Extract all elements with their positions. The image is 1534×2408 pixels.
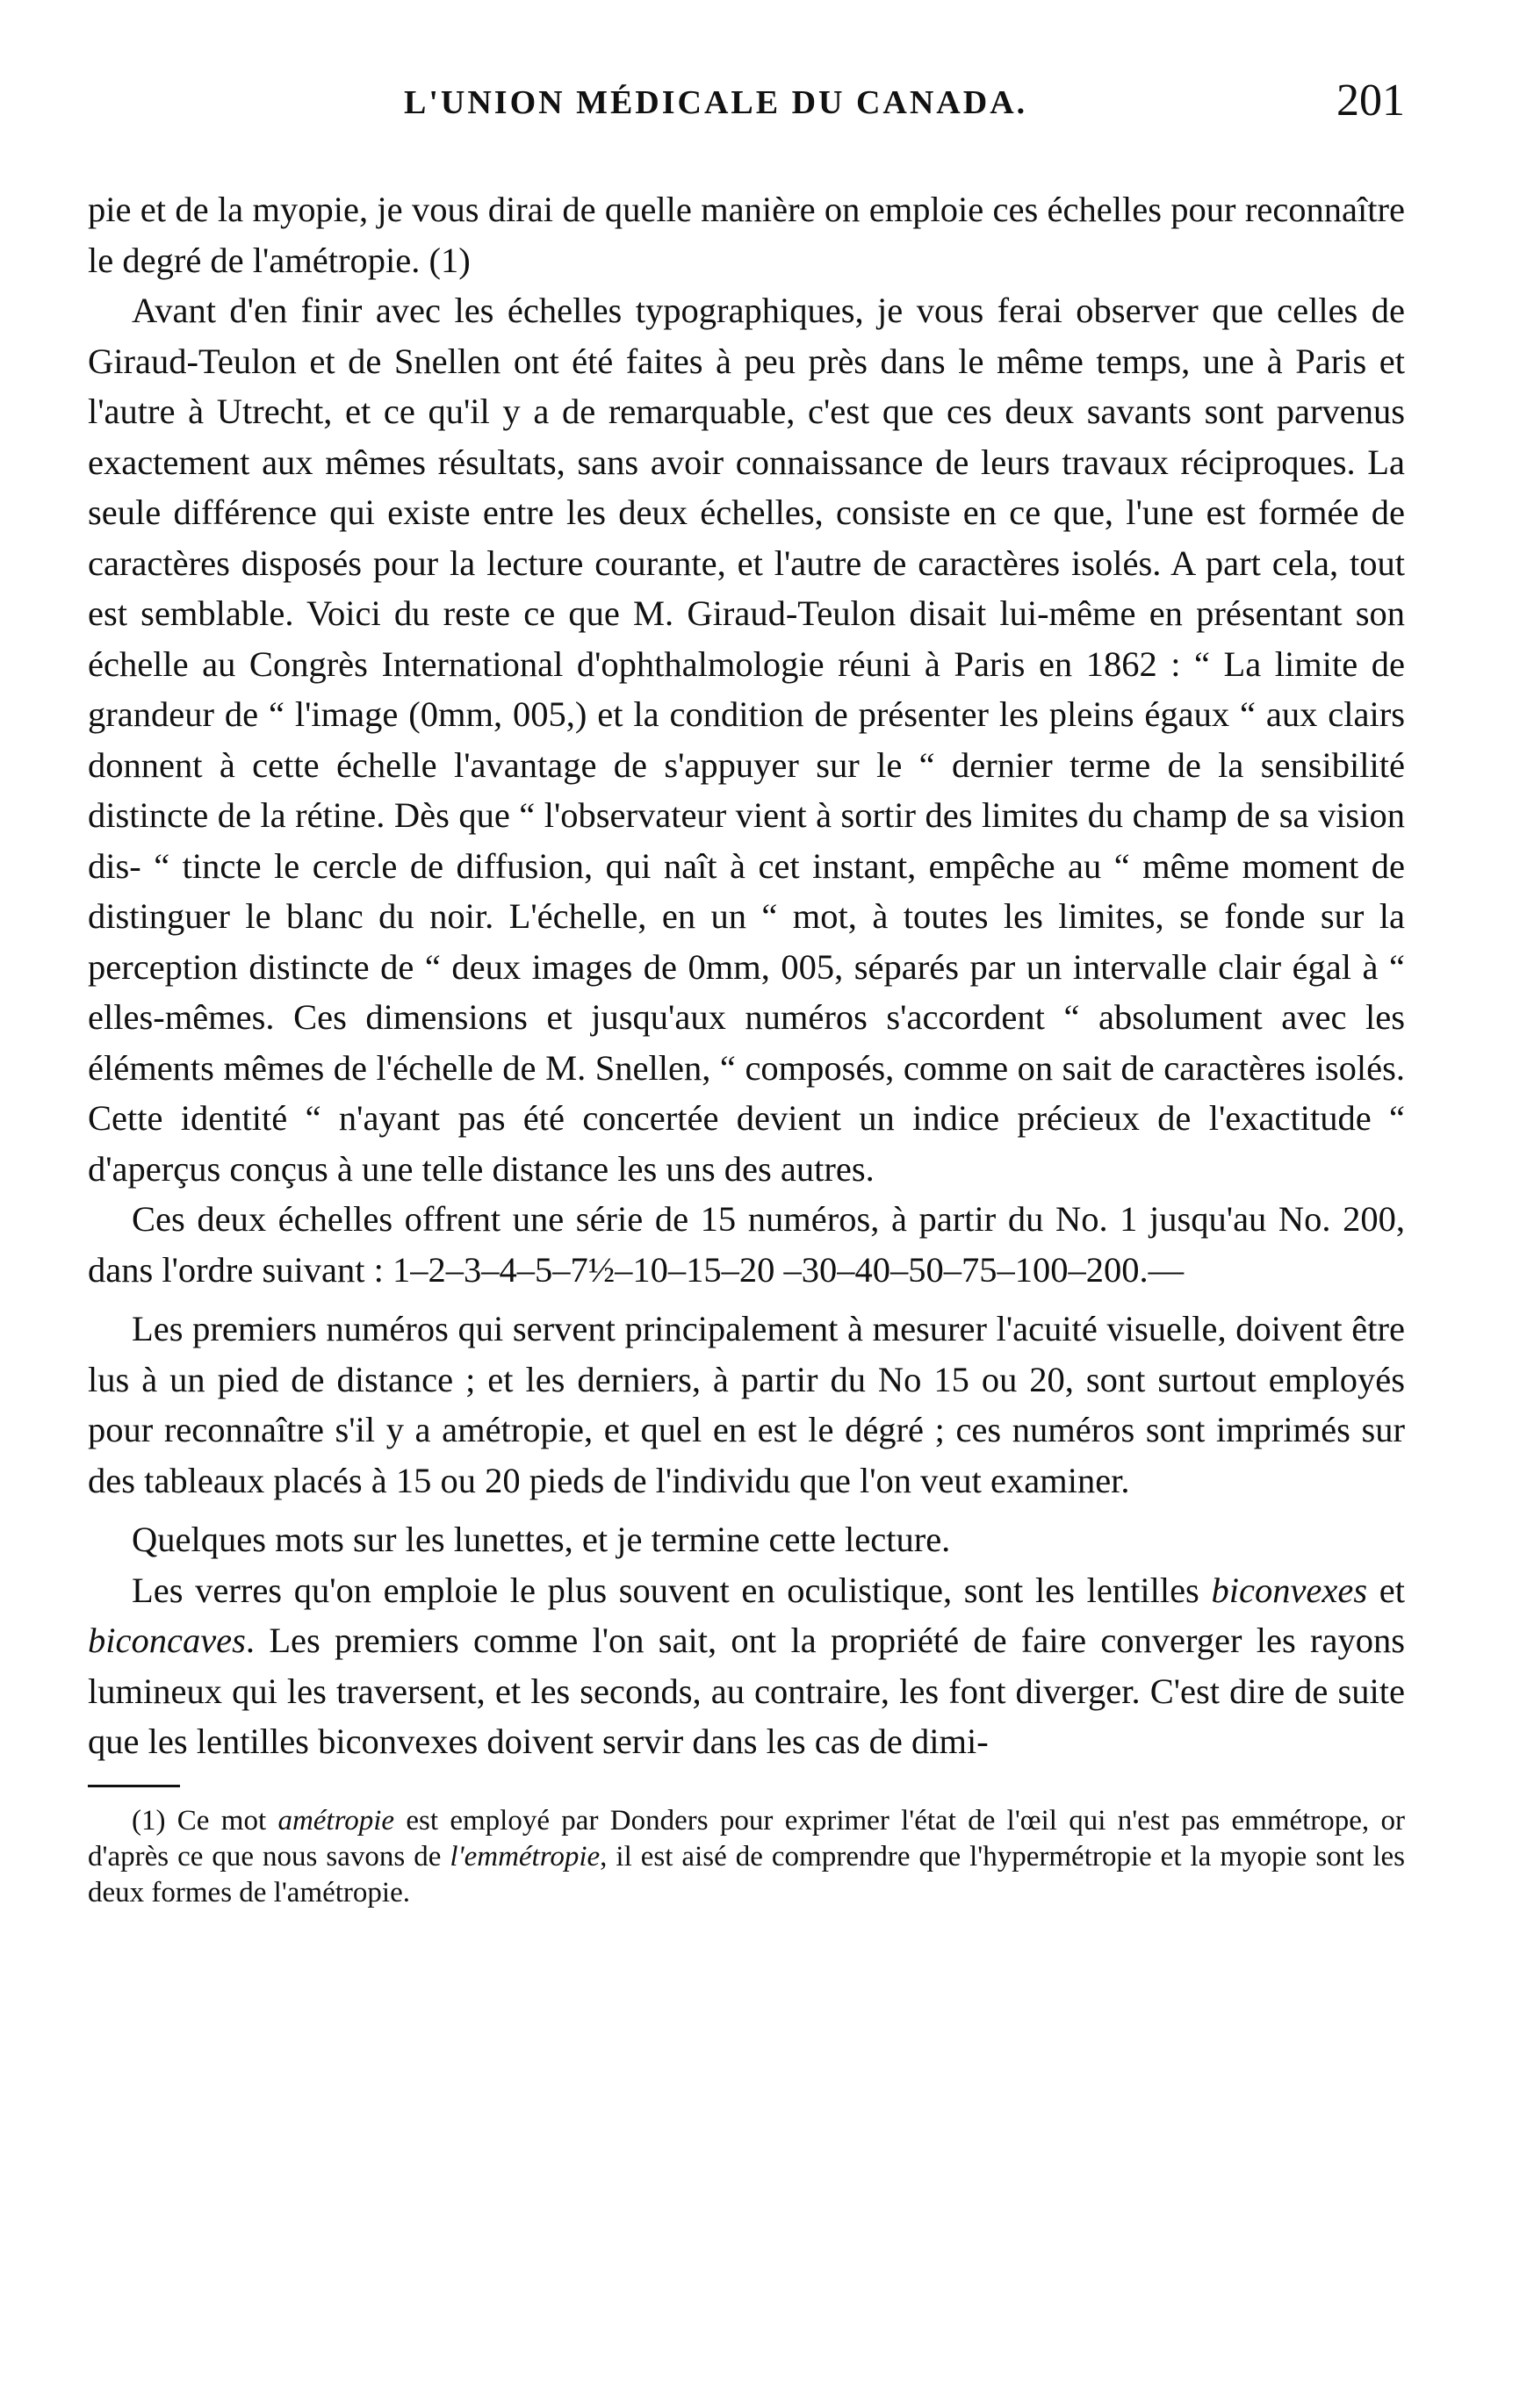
footnote-rule bbox=[88, 1785, 180, 1787]
page-number: 201 bbox=[1336, 75, 1405, 126]
running-head bbox=[88, 75, 1405, 136]
paragraph-6-italic-2: biconcaves bbox=[88, 1621, 246, 1660]
footnote-italic-2: l'emmétropie bbox=[450, 1840, 601, 1872]
footnote-text-b: est employé par Donders pour exprimer l'état de l'œil qui n'est pas emmétrope, or d'après ce que nous savons de bbox=[88, 1804, 1405, 1872]
paragraph-4: Les premiers numéros qui servent principalement à mesurer l'acuité visuelle, doivent être lus à un pied de distance ; et les derniers, à partir du No 15 ou 20, sont surtout employés pour reconnaître s'il y a amétropie, et quel en est le dégré ; ces numéros sont imprimés sur des tableaux placés à 15 ou 20 pieds de l'individu que l'on veut examiner. bbox=[88, 1309, 1405, 1500]
footnote-text-c: , il est aisé de comprendre que l'hypermétropie et la myopie sont les deux formes de l'amétropie. bbox=[88, 1840, 1405, 1908]
paragraph-5: Quelques mots sur les lunettes, et je termine cette lecture. bbox=[132, 1520, 951, 1559]
footnote bbox=[88, 1803, 1405, 1911]
paragraph-6 bbox=[88, 1565, 1405, 1767]
paragraph-6-italic-1: biconvexes bbox=[1211, 1570, 1368, 1610]
paragraph-6-text-b: et bbox=[1367, 1570, 1405, 1610]
body-text bbox=[88, 184, 1405, 1767]
paragraph-6-text-a: Les verres qu'on emploie le plus souvent en oculistique, sont les lentilles bbox=[132, 1570, 1212, 1610]
paragraph-2: Avant d'en finir avec les échelles typographiques, je vous ferai observer que celles de Giraud-Teulon et de Snellen ont été faites à peu près dans le même temps, une à Paris et l'autre à Utrecht, et ce qu'il y a de remarquable, c'est que ces deux savants sont parvenus exactement aux mêmes résultats, sans avoir connaissance de leurs travaux réciproques. La seule différence qui existe entre les deux échelles, consiste en ce que, l'une est formée de caractères disposés pour la lecture courante, et l'autre de caractères isolés. A part cela, tout est semblable. Voici du reste ce que M. Giraud-Teulon disait lui-même en présentant son échelle au Congrès International d'ophthalmologie réuni à Paris en 1862 : “ La limite de grandeur de “ l'image (0mm, 005,) et la condition de présenter les pleins égaux “ aux clairs donnent à cette échelle l'avantage de s'appuyer sur le “ dernier terme de la sensibilité distincte de la rétine. Dès que “ l'observateur vient à sortir des limites du champ de sa vision dis- “ tincte le cercle de diffusion, qui naît à cet instant, empêche au “ même moment de distinguer le blanc du noir. L'échelle, en un “ mot, à toutes les limites, se fonde sur la perception distincte de “ deux images de 0mm, 005, séparés par un intervalle clair égal à “ elles-mêmes. Ces dimensions et jusqu'aux numéros s'accordent “ absolument avec les éléments mêmes de l'échelle de M. Snellen, “ composés, comme on sait de caractères isolés. Cette identité “ n'ayant pas été concertée devient un indice précieux de l'exactitude “ d'aperçus conçus à une telle distance les uns des autres. bbox=[88, 291, 1405, 1189]
footnote-italic-1: amétropie bbox=[277, 1804, 395, 1837]
paragraph-6-text-c: . Les premiers comme l'on sait, ont la propriété de faire converger les rayons lumineux qui les traversent, et les seconds, au contraire, les font diverger. C'est dire de suite que les lentilles biconvexes doivent servir dans les cas de dimi- bbox=[88, 1621, 1405, 1761]
paragraph-3: Ces deux échelles offrent une série de 15 numéros, à partir du No. 1 jusqu'au No. 200, dans l'ordre suivant : 1–2–3–4–5–7½–10–15–20 –30–40–50–75–100–200.— bbox=[88, 1199, 1405, 1290]
running-title: L'UNION MÉDICALE DU CANADA. bbox=[404, 84, 1028, 121]
page bbox=[88, 75, 1405, 2366]
footnote-text-a: (1) Ce mot bbox=[132, 1804, 278, 1837]
paragraph-1: pie et de la myopie, je vous dirai de quelle manière on emploie ces échelles pour reconnaître le degré de l'amétropie. (1) bbox=[88, 190, 1405, 280]
